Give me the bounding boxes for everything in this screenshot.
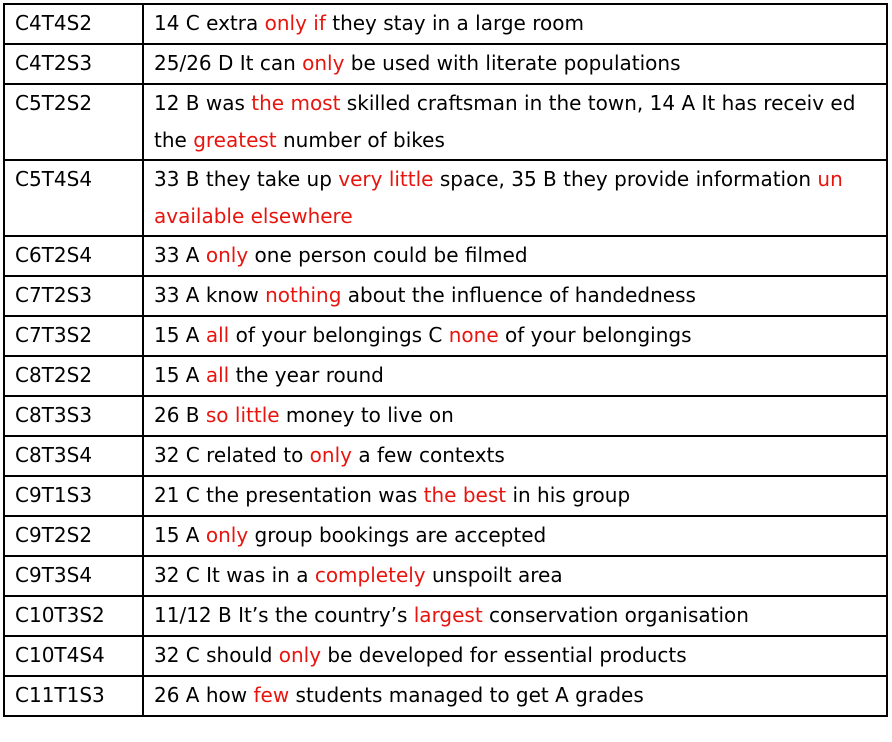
answer-text-segment: be used with literate populations xyxy=(344,51,681,75)
answer-text-segment: 12 B was xyxy=(154,91,252,115)
table-row xyxy=(4,636,887,676)
answer-text-segment: of your belongings xyxy=(498,323,692,347)
answer-text-segment: students managed to get A grades xyxy=(289,683,644,707)
answer-text-segment: the year round xyxy=(229,363,384,387)
answer-text-cell xyxy=(143,556,887,596)
highlighted-keyword: only xyxy=(205,243,249,267)
answer-text-cell xyxy=(143,516,887,556)
question-code-cell: C4T4S2 xyxy=(4,4,143,44)
answer-text-segment: 26 B xyxy=(154,403,206,427)
table-row xyxy=(4,160,887,236)
answer-text-segment: 15 A xyxy=(154,323,206,347)
highlighted-keyword: very little xyxy=(338,167,434,191)
table-row xyxy=(4,596,887,636)
answer-text-segment: 25/26 D It can xyxy=(154,51,303,75)
answer-text-segment: group bookings are accepted xyxy=(248,523,547,547)
highlighted-keyword: only xyxy=(309,443,352,467)
answer-text-cell xyxy=(143,596,887,636)
highlighted-keyword: so little xyxy=(205,403,280,427)
table-row xyxy=(4,4,887,44)
highlighted-keyword: all xyxy=(205,323,230,347)
answer-text-segment: a few contexts xyxy=(351,443,505,467)
highlighted-keyword: completely xyxy=(314,563,426,587)
table-row xyxy=(4,476,887,516)
answer-text-cell xyxy=(143,436,887,476)
answer-text-segment: conservation organisation xyxy=(482,603,749,627)
question-code-cell: C8T3S4 xyxy=(4,436,143,476)
table-row xyxy=(4,516,887,556)
table-row xyxy=(4,676,887,716)
question-code-cell: C8T3S3 xyxy=(4,396,143,436)
answer-table xyxy=(3,3,888,717)
answer-text-segment: 32 C It was in a xyxy=(154,563,315,587)
table-row xyxy=(4,556,887,596)
question-code-cell: C5T2S2 xyxy=(4,84,143,160)
answer-text-segment: of your belongings C xyxy=(229,323,449,347)
answer-text-segment: 32 C related to xyxy=(154,443,310,467)
answer-text-segment: 15 A xyxy=(154,363,206,387)
table-row xyxy=(4,356,887,396)
answer-text-cell xyxy=(143,476,887,516)
highlighted-keyword: greatest xyxy=(193,128,277,152)
question-code-cell: C7T2S3 xyxy=(4,276,143,316)
highlighted-keyword: only xyxy=(302,51,345,75)
answer-text-segment: 33 A xyxy=(154,243,206,267)
answer-text-segment: 21 C the presentation was xyxy=(154,483,424,507)
answer-text-segment: be developed for essential products xyxy=(321,643,687,667)
answer-text-segment: space, 35 B they provide information xyxy=(433,167,818,191)
highlighted-keyword: un available elsewhere xyxy=(154,167,843,228)
answer-text-segment: 14 C extra xyxy=(154,11,265,35)
answer-text-segment: skilled craftsman in the town, 14 A It has receiv ed the xyxy=(154,91,856,152)
answer-text-cell xyxy=(143,396,887,436)
answer-text-segment: one person could be filmed xyxy=(248,243,528,267)
table-row xyxy=(4,436,887,476)
answer-text-segment: 33 B they take up xyxy=(154,167,339,191)
highlighted-keyword: largest xyxy=(413,603,483,627)
table-row xyxy=(4,396,887,436)
answer-text-cell xyxy=(143,84,887,160)
answer-text-cell xyxy=(143,44,887,84)
question-code-cell: C4T2S3 xyxy=(4,44,143,84)
table-row xyxy=(4,316,887,356)
question-code-cell: C10T3S2 xyxy=(4,596,143,636)
highlighted-keyword: only xyxy=(278,643,322,667)
question-code-cell: C9T3S4 xyxy=(4,556,143,596)
answer-table-body xyxy=(4,4,887,716)
answer-text-segment: about the influence of handedness xyxy=(341,283,696,307)
table-row xyxy=(4,44,887,84)
table-row xyxy=(4,84,887,160)
highlighted-keyword: few xyxy=(253,683,290,707)
answer-text-cell xyxy=(143,636,887,676)
question-code-cell: C6T2S4 xyxy=(4,236,143,276)
highlighted-keyword: the most xyxy=(251,91,341,115)
question-code-cell: C9T1S3 xyxy=(4,476,143,516)
answer-text-segment: 33 A know xyxy=(154,283,266,307)
question-code-cell: C7T3S2 xyxy=(4,316,143,356)
question-code-cell: C8T2S2 xyxy=(4,356,143,396)
answer-text-segment: 15 A xyxy=(154,523,206,547)
answer-text-cell xyxy=(143,676,887,716)
highlighted-keyword: the best xyxy=(423,483,507,507)
highlighted-keyword: none xyxy=(448,323,499,347)
answer-text-cell xyxy=(143,4,887,44)
answer-text-segment: 11/12 B It’s the country’s xyxy=(154,603,414,627)
answer-text-cell xyxy=(143,160,887,236)
answer-text-cell xyxy=(143,276,887,316)
highlighted-keyword: nothing xyxy=(265,283,342,307)
answer-text-cell xyxy=(143,356,887,396)
answer-text-segment: 26 A how xyxy=(154,683,254,707)
highlighted-keyword: only xyxy=(205,523,249,547)
highlighted-keyword: all xyxy=(205,363,230,387)
table-row xyxy=(4,236,887,276)
answer-text-segment: unspoilt area xyxy=(425,563,563,587)
answer-text-segment: money to live on xyxy=(279,403,454,427)
highlighted-keyword: only if xyxy=(264,11,326,35)
answer-text-segment: they stay in a large room xyxy=(325,11,584,35)
answer-text-cell xyxy=(143,316,887,356)
answer-text-segment: 32 C should xyxy=(154,643,279,667)
table-row xyxy=(4,276,887,316)
answer-text-cell xyxy=(143,236,887,276)
question-code-cell: C9T2S2 xyxy=(4,516,143,556)
question-code-cell: C11T1S3 xyxy=(4,676,143,716)
question-code-cell: C5T4S4 xyxy=(4,160,143,236)
answer-text-segment: in his group xyxy=(506,483,631,507)
question-code-cell: C10T4S4 xyxy=(4,636,143,676)
answer-text-segment: number of bikes xyxy=(276,128,445,152)
